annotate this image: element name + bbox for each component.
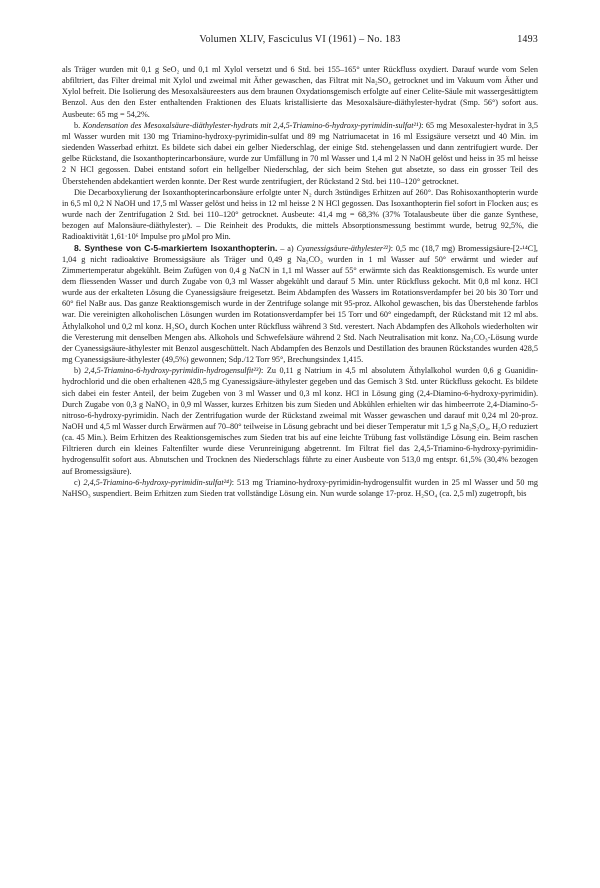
paragraph xyxy=(62,64,538,120)
italic-run: Kondensation des Mesoxalsäure-diäthylester-hydrats mit 2,4,5-Triamino-6-hydroxy-pyrimidin-sulfat²¹) xyxy=(82,120,422,130)
body-text xyxy=(62,64,538,499)
text-run: : 513 mg Triamino-hydroxy-pyrimidin-hydrogensulfit wurden in 25 ml Wasser und 50 mg NaHSO₃ suspendiert. Beim Erhitzen zum Sieden trat vollständige Lösung ein. Nun wurde solange 17-proz. H₂SO₄ (ca. 2,5 ml) zugetropft, bis xyxy=(62,477,538,498)
italic-run: 2,4,5-Triamino-6-hydroxy-pyrimidin-sulfat²⁴) xyxy=(83,477,232,487)
text-run: b. xyxy=(74,120,83,130)
text-run: b) xyxy=(74,366,85,376)
running-title: Volumen XLIV, Fasciculus VI (1961) – No. 183 xyxy=(199,34,401,45)
paragraph xyxy=(62,477,538,499)
text-run: : 65 mg Mesoxalester-hydrat in 3,5 ml Wasser wurden mit 130 mg Triamino-hydroxy-pyrimidin-sulfat und 89 mg Natriumacetat in 16 ml Essigsäure versetzt und 40 Min. im siedenden Wasserbad erhitzt. Es bildete sich dabei ein gelber Niederschlag, der einige Std. stehengelassen und dann zentrifugiert wurde. Der gelbe Rückstand, die Isoxanthopterincarbonsäure, wurde zur Umfällung in 70 ml Wasser und 1,4 ml 2 N NaOH gelöst und heiss in 35 ml heisse 2 N HCl gegossen. Dabei entstand sofort ein hellgelber Niederschlag, der sich beim Stehen gut absetzte, so dass ein grosser Teil des Überstehenden abdekantiert werden konnte. Der Rest wurde zentrifugiert, der Rückstand 2 Std. bei 110–120° getrocknet. xyxy=(62,120,538,186)
text-run: Die Decarboxylierung der Isoxanthopterincarbonsäure erfolgte unter N₂ durch 3stündiges Erhitzen auf 260°. Das Rohisoxanthopterin wurde in 6,5 ml 0,2 N NaOH und 17,5 ml Wasser gelöst und heiss in 12 ml heisse 2 N HCl gegossen. Das Isoxanthopterin fiel sofort in Flocken aus; es wurde nach der Zentrifugation 2 Std. bei 110–120° getrocknet. Ausbeute: 41,4 mg = 68,3% (37% Totalausbeute über die ganze Synthese, bezogen auf Malonsäure-diäthylester). – Die Reinheit des Produkts, die mittels Absorptionsmessung bestimmt wurde, betrug 92,5%, die Radioaktivität 1,61·10⁶ Impulse pro μMol pro Min. xyxy=(62,187,538,242)
text-run: als Träger wurden mit 0,1 g SeO₂ und 0,1 ml Xylol versetzt und 6 Std. bei 155–165° unter Rückfluss oxydiert. Darauf wurde vom Selen abfiltriert, das Filter dreimal mit Xylol und zweimal mit Äther gewaschen, das Filtrat mit Na₂SO₄ getrocknet und im Vakuum vom Äther und Xylol befreit. Die Isolierung des Mesoxalsäureesters aus dem braunen Oxydationsgemisch erfolgte auf einer Celite-Säule mit wassergesättigtem Benzol. Aus den den Ester enthaltenden Fraktionen des Eluats kristallisierte das Mesoxalsäure-diäthylester-hydrat (Smp. 56°) sofort aus. Ausbeute: 65 mg = 54,2%. xyxy=(62,65,538,119)
paragraph xyxy=(62,120,538,187)
paragraph xyxy=(62,243,538,366)
italic-run: Cyanessigsäure-äthylester²²) xyxy=(296,243,391,253)
page-number: 1493 xyxy=(517,34,538,45)
running-head xyxy=(62,34,538,48)
italic-run: 2,4,5-Triamino-6-hydroxy-pyrimidin-hydrogensulfit²³) xyxy=(84,366,262,376)
section-heading: 8. Synthese von C-5-markiertem Isoxanthopterin. xyxy=(74,242,278,253)
text-run: – a) xyxy=(277,243,297,253)
text-run: : Zu 0,11 g Natrium in 4,5 ml absolutem Äthylalkohol wurden 0,6 g Guanidin-hydrochlorid und die oben erhaltenen 428,5 mg Cyanessigsäure-äthylester gegeben und das Gemisch 3 Std. unter Rückfluss gekocht. Es bildete sich dabei ein fester Anteil, der beim Zugeben von 3 ml Wasser und 0,3 ml konz. HCl in Lösung ging (2,4-Diamino-6-hydroxy-pyrimidin). Durch Zugabe von 0,3 g NaNO₂ in 0,9 ml Wasser, kurzes Erhitzen bis zum Sieden und Abkühlen erhielten wir das himbeerrote 2,4-Diamino-5-nitroso-6-hydroxy-pyrimidin. Nach der Zentrifugation wurde der Rückstand zweimal mit Wasser gewaschen und darauf mit 0,24 ml 20-proz. NaOH und 4,5 ml Wasser durch Erwärmen auf 70–80° teilweise in Lösung gebracht und bei dieser Temperatur mit 1,5 g Na₂S₂O₄, H₂O reduziert (ca. 45 Min.). Beim Erhitzen des Reaktionsgemisches zum Sieden trat bis auf eine leichte Trübung fast vollständige Lösung ein. Beim raschen Filtrieren durch ein kleines Faltenfilter wurde diese Verunreinigung abgetrennt. Im Filtrat fiel das 2,4,5-Triamino-6-hydroxy-pyrimidin-hydrogensulfit sofort aus. Abnutschen und Trocknen des Niederschlags führte zu einer Ausbeute von 513,0 mg entspr. 61,5% (30,4% bezogen auf Bromessigsäure). xyxy=(62,366,538,476)
paragraph xyxy=(62,187,538,243)
text-run: c) xyxy=(74,477,84,487)
paragraph xyxy=(62,365,538,477)
text-run: : 0,5 mc (18,7 mg) Bromessigsäure-[2-¹⁴C], 1,04 g nicht radioaktive Bromessigsäure als Träger und 0,49 g Na₂CO₃ wurden in 1 ml Wasser auf 50° erwärmt und wieder auf Zimmertemperatur abgekühlt. Beim Zufügen von 0,4 g NaCN in 1,1 ml Wasser auf 55° erwärmte sich das Reaktionsgemisch. Es wurde unter dem fliessenden Wasser und durch Zugabe von 0,3 ml Wasser abgekühlt und darauf 5 Min. unter Rückfluss gekocht. Mit 0,8 ml konz. HCl wurde aus der erkalteten Lösung die Cyanessigsäure freigesetzt. Beim Abdampfen des Wassers im Rotationsverdampfer bei 20 bis 30 Torr und 60° fiel NaBr aus. Das ganze Reaktionsgemisch wurde in der Zentrifuge solange mit 95-proz. Alkohol gewaschen, bis das Überstehende farblos war. Die vereinigten alkoholischen Lösungen wurden im Rotationsverdampfer bei 15 Torr und 60° eingedampft, der Rückstand mit 12 ml abs. Äthylalkohol und 0,2 ml konz. H₂SO₄ durch Kochen unter Rückfluss während 3 Std. verestert. Nach Abdampfen des Alkohols wiederholten wir die Veresterung mit denselben Mengen abs. Alkohols und Schwefelsäure während 2 Std. Nach Neutralisation mit konz. Na₂CO₃-Lösung wurde der Cyanessigsäure-äthylester mit Benzol ausgeschüttelt. Nach Abdampfen des Benzols und Destillation des braunen Rückstandes wurden 428,5 mg Cyanessigsäure-äthylester (49,5%) gewonnen; Sdp./12 Torr 95°, Brechungsindex 1,415. xyxy=(62,243,538,365)
